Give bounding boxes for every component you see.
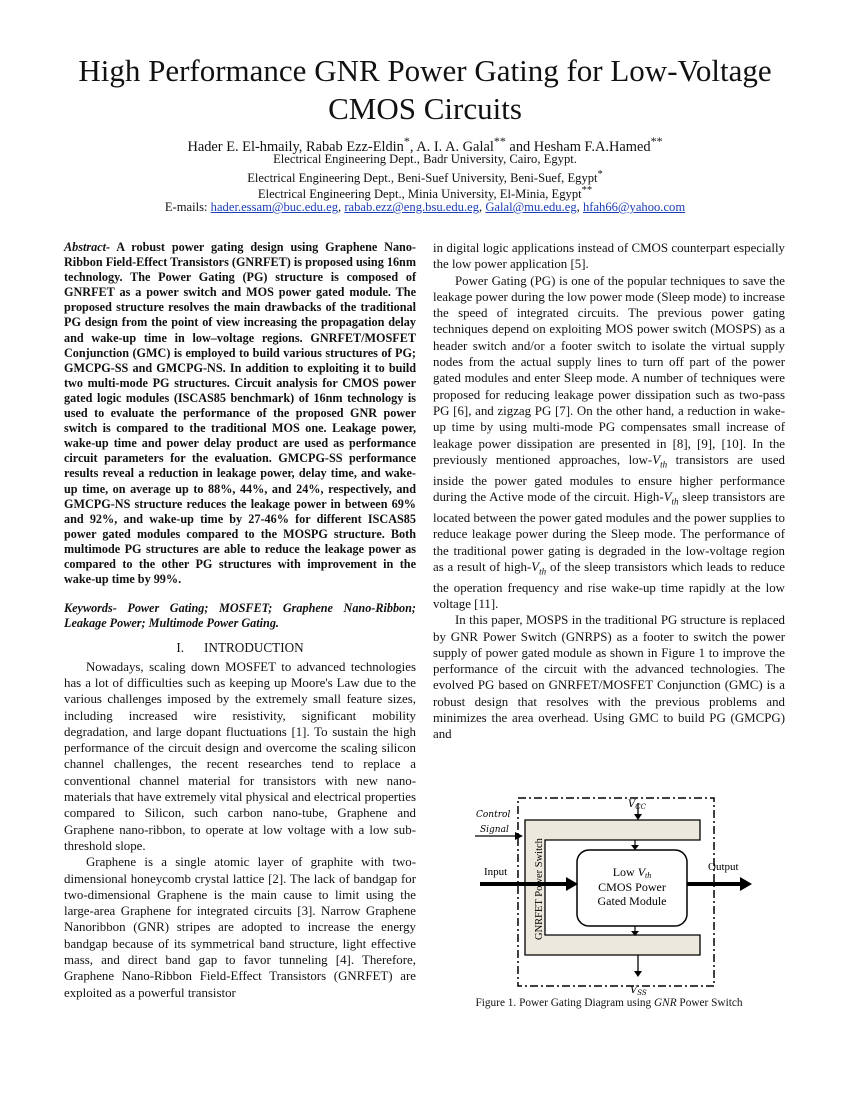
affiliation-2: Electrical Engineering Dept., Beni-Suef University, Beni-Suef, Egypt* [247, 169, 603, 186]
switch-label: GNRFET Power Switch [534, 838, 545, 940]
email-label: E-mails: [164, 200, 208, 214]
vth-symbol: $V_{th}$ [652, 452, 668, 470]
p2-part-d: of the sleep transistors which leads to reduce the operation frequency and rise wake-up time rapidly at the low voltage [11]. [433, 559, 786, 611]
input-label: Input [484, 866, 508, 878]
section-number: I. [176, 640, 185, 656]
p2-part-b: transistors are used inside the power gated modules to ensure higher performance during the Active mode of the circuit. High- [433, 452, 785, 505]
affiliation-1: Electrical Engineering Dept., Badr University, Cairo, Egypt. [273, 152, 577, 166]
input-arrow [566, 877, 578, 891]
module-line-1: Low Vth [612, 865, 652, 880]
figure-caption: Figure 1. Power Gating Diagram using GNR Power Switch [475, 997, 743, 1009]
abstract-text: A robust power gating design using Graphene Nano-Ribbon Field-Effect Transistors (GNRFET) is proposed using 16nm technology. The Power Gating (PG) structure is composed of GNRFET as a power switch and MOS power gated module. The proposed structure resolves the main drawbacks of the traditional PG design from the point of view increasing the propagation delay and wake-up time in low–voltage regions. GNRFET/MOSFET Conjunction (GMC) is employed to build various structures of PG; GMCPG-SS and GMCPG-NS. In addition to exploiting it to build two multi-mode PG structures. Circuit analysis for CMOS power gated logic modules (ISCAS85 benchmark) of 16nm technology is used to evaluate the performance of the proposed GNR power switch is compared to the traditional MOS one. Leakage power, wake-up time and power delay product are used as performance circuit parameters for the evaluation. GMCPG-SS performance results reveal a reduction in leakage power, delay time, and wake-up time, on average up to 88%, 44%, and 24%, respectively, and GMCPG-NS structure reduces the leakage power in between 69% and 92%, and wake-up time by 27-46% for different ISCAS85 power gated modules compared to the MOSPG structure. Both multimode PG structures are able to reduce the leakage power as compared to the other PG structures with improvement in the wake-up time by 99%. [64, 240, 416, 587]
abstract-label: Abstract- [64, 240, 111, 254]
right-paragraph-1: in digital logic applications instead of CMOS counterpart especially the low power application [5]. [433, 241, 785, 272]
keywords: Keywords- Power Gating; MOSFET; Graphene Nano-Ribbon; Leakage Power; Multimode Power Gating. [64, 601, 416, 631]
control-arrow [515, 832, 523, 840]
vcc-arrow [634, 814, 642, 820]
email-link-2[interactable]: rabab.ezz@eng.bsu.edu.eg [344, 200, 480, 214]
output-label: Output [708, 861, 739, 873]
output-arrow [740, 877, 752, 891]
right-column [433, 240, 785, 743]
p2-part-c: sleep transistors are located between the power gated modules and the power supplies to reduce leakage power during the Sleep mode. The performance of the traditional power gating is degraded in the low-voltage region as a result of high- [433, 490, 785, 574]
vss-label: $V_{SS}$ [630, 985, 647, 997]
abstract [64, 240, 416, 587]
vss-arrow [634, 971, 642, 977]
vth-symbol: $V_{th}$ [663, 490, 679, 507]
control-label-2: Signal [480, 825, 509, 835]
power-gating-diagram [470, 795, 760, 1000]
section-heading [64, 640, 416, 656]
email-link-3[interactable]: Galal@mu.edu.eg [485, 200, 577, 214]
vth-symbol: $V_{th}$ [531, 559, 547, 577]
intro-paragraph-2: Graphene is a single atomic layer of graphite with two-dimensional honeycomb crystal lattice [2]. The lack of bandgap for two-dimensional Graphene is the main cause to limit using the large-area Graphene for integrated circuits [3]. Narrow Graphene Nanoribbon (GNR) stripes are adopted to increase the energy bandgap because of its symmetrical band structure, light effective mass, and direct band gap to favor tunneling [4]. Therefore, Graphene Nano-Ribbon Field-Effect Transistors (GNRFET) are exploited as a powerful transistor [64, 855, 416, 1000]
right-paragraph-2 [433, 273, 785, 613]
module-line-3: Gated Module [597, 894, 667, 908]
intro-paragraph-1: Nowadays, scaling down MOSFET to advanced technologies has a lot of difficulties such as keeping up Moore's Law due to the various challenges imposed by the extremely small feature sizes, including increased wire resistivity, significant mobility degradation, and large dopant fluctuations [1]. To sustain the high performance of the circuit design and overcome the scaling silicon channel challenges, the recent researches tend to replace a conventional channel material for transistors with new nano-materials that have extremely vital physical and electrical properties compared to Silicon, such carbon nano-tube, Graphene and Graphene nano-ribbon, to operate at low voltage with a low sub-threshold slope. [64, 659, 416, 853]
paper-title: High Performance GNR Power Gating for Low-Voltage CMOS Circuits [78, 53, 772, 126]
affiliation-3: Electrical Engineering Dept., Minia University, El-Minia, Egypt** [257, 185, 593, 202]
control-label-1: Control [476, 810, 511, 820]
left-column [64, 240, 416, 1001]
p2-part-a: Power Gating (PG) is one of the popular techniques to save the leakage power during the low power mode (Sleep mode) to increase the speed of integrated circuits. The previous power gating techniques depend on exploiting MOS power switch (MOSPS) as a header switch and/or a footer switch to isolate the virtual supply nodes from the actual supply lines to turn off part of the power gated modules and enter Sleep mode. A number of techniques were proposed for reducing leakage power dissipation such as two-pass PG [6], and zigzag PG [7]. On the other hand, a reduction in wake-up time by using multi-mode PG compensates small increase of leakage power dissipation are presented in [8], [9], [10]. In the previously mentioned approaches, low- [433, 273, 785, 467]
right-paragraph-3: In this paper, MOSPS in the traditional PG structure is replaced by GNR Power Switch (GNRPS) as a footer to switch the power supply of power gated module as shown in Figure 1 to improve the performance of the circuit with the advanced technologies. The evolved PG based on GNRFET/MOSFET Conjunction (GMC) is a robust design that resolves with the previous problems and minimizes the area overhead. Using GMC to build PG (GMCPG) and [433, 613, 785, 742]
email-link-4[interactable]: hfah66@yahoo.com [582, 200, 686, 214]
email-link-1[interactable]: hader.essam@buc.edu.eg [210, 200, 339, 214]
email-line: E-mails: hader.essam@buc.edu.eg, rabab.ezz@eng.bsu.edu.eg, Galal@mu.edu.eg, hfah66@yahoo.com [164, 200, 686, 214]
module-line-2: CMOS Power [598, 880, 666, 894]
section-title: INTRODUCTION [204, 640, 304, 656]
author-list: Hader E. El-hmaily, Rabab Ezz-Eldin*, A. I. A. Galal** and Hesham F.A.Hamed** [187, 134, 663, 155]
vcc-label: $V_{CC}$ [628, 799, 646, 811]
